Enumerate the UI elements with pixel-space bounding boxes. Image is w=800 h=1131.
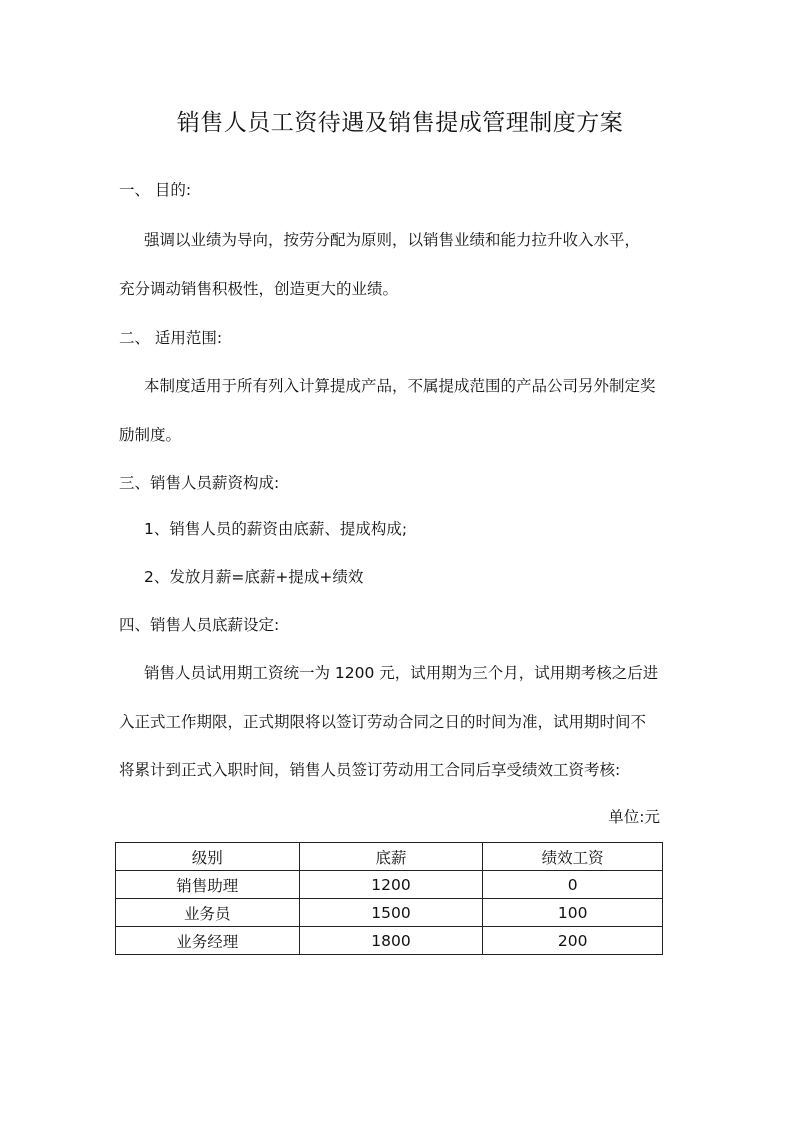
section-3-heading: 三、销售人员薪资构成: xyxy=(119,474,280,492)
section-4-paragraph-line-2: 入正式工作期限，正式期限将以签订劳动合同之日的时间为准，试用期时间不 xyxy=(119,713,647,731)
section-1-paragraph-line-1: 强调以业绩为导向，按劳分配为原则，以销售业绩和能力拉升收入水平， xyxy=(144,231,641,249)
section-2-paragraph-line-1: 本制度适用于所有列入计算提成产品，不属提成范围的产品公司另外制定奖 xyxy=(144,377,656,395)
section-1-paragraph-line-2: 充分调动销售积极性，创造更大的业绩。 xyxy=(119,280,399,298)
cell-performance-pay: 0 xyxy=(483,871,663,899)
document-title: 销售人员工资待遇及销售提成管理制度方案 xyxy=(176,110,624,136)
table-row xyxy=(116,899,663,927)
section-4-paragraph-line-1: 销售人员试用期工资统一为 1200 元，试用期为三个月，试用期考核之后进 xyxy=(144,664,659,682)
cell-base-salary: 1200 xyxy=(299,871,483,899)
section-1-heading: 一、 目的: xyxy=(119,181,192,199)
section-3-item-1: 1、销售人员的薪资由底薪、提成构成; xyxy=(144,520,408,538)
cell-level: 业务经理 xyxy=(116,927,300,955)
cell-performance-pay: 200 xyxy=(483,927,663,955)
cell-base-salary: 1500 xyxy=(299,899,483,927)
table-row xyxy=(116,871,663,899)
section-4-heading: 四、销售人员底薪设定: xyxy=(119,616,280,634)
section-2-heading: 二、 适用范围: xyxy=(119,329,223,347)
section-4-paragraph-line-3: 将累计到正式入职时间，销售人员签订劳动用工合同后享受绩效工资考核: xyxy=(119,761,621,779)
cell-performance-pay: 100 xyxy=(483,899,663,927)
salary-table xyxy=(115,842,663,955)
header-level: 级别 xyxy=(116,843,300,871)
section-3-item-2: 2、发放月薪=底薪+提成+绩效 xyxy=(144,568,364,586)
section-2-paragraph-line-2: 励制度。 xyxy=(119,426,182,444)
cell-level: 销售助理 xyxy=(116,871,300,899)
table-header-row xyxy=(116,843,663,871)
table-row xyxy=(116,927,663,955)
cell-base-salary: 1800 xyxy=(299,927,483,955)
header-performance-pay: 绩效工资 xyxy=(483,843,663,871)
cell-level: 业务员 xyxy=(116,899,300,927)
unit-label: 单位:元 xyxy=(608,808,660,826)
header-base-salary: 底薪 xyxy=(299,843,483,871)
